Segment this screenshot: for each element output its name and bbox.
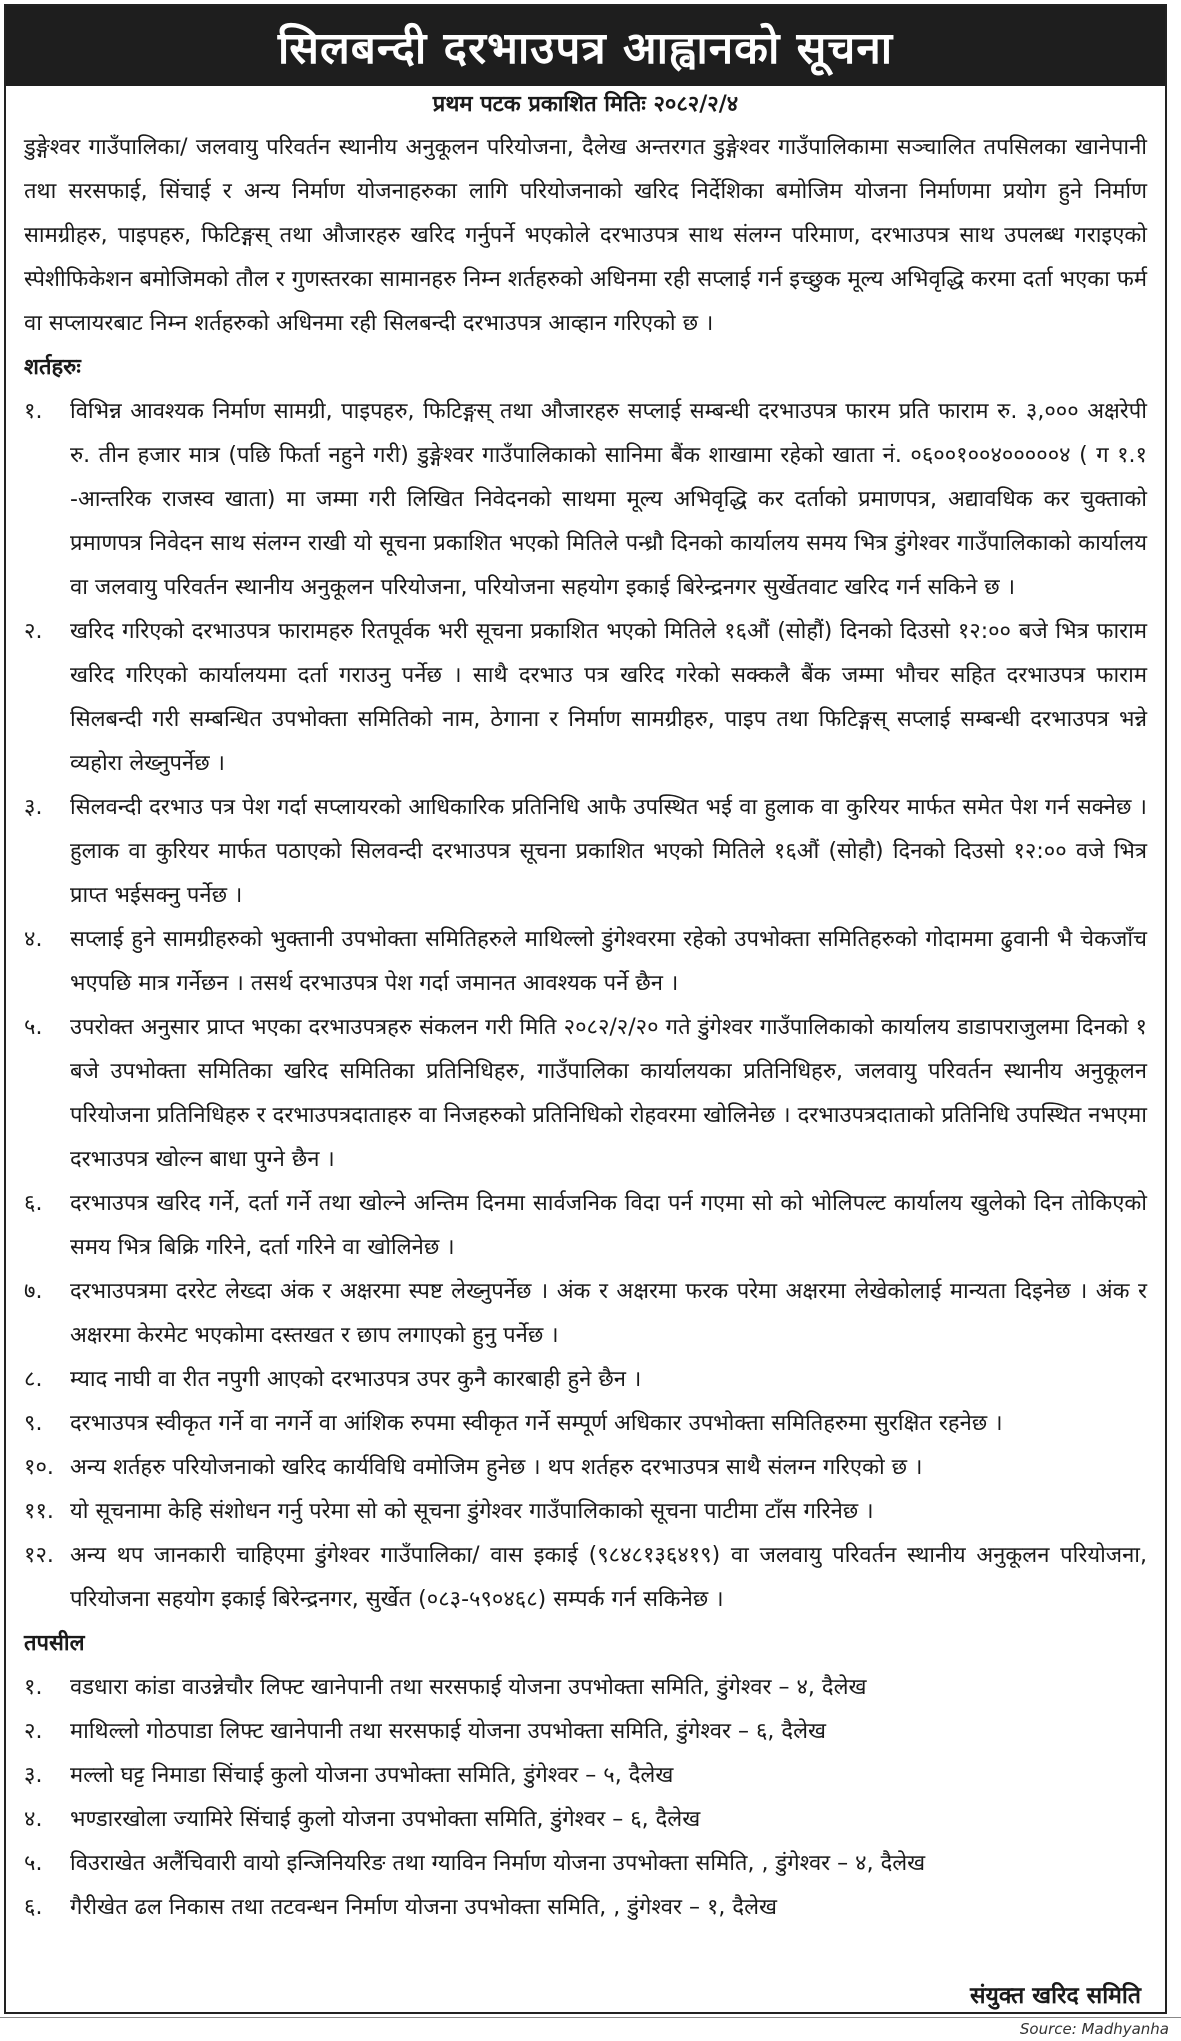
condition-item-number: ९. bbox=[24, 1411, 43, 1436]
notice-title: सिलबन्दी दरभाउपत्र आह्वानको सूचना bbox=[6, 6, 1165, 86]
condition-item bbox=[24, 390, 1147, 610]
signature: संयुक्त खरिद समिति bbox=[969, 1983, 1141, 2009]
condition-item-number: १२. bbox=[24, 1543, 54, 1568]
tapsil-item-text: भण्डारखोला ज्यामिरे सिंचाई कुलो योजना उपभोक्ता समिति, डुंगेश्वर – ६, दैलेख bbox=[70, 1807, 701, 1832]
tapsil-item bbox=[24, 1886, 1147, 1930]
condition-item-number: ३. bbox=[24, 795, 43, 820]
tapsil-item-number: ३. bbox=[24, 1763, 43, 1788]
condition-item bbox=[24, 1006, 1147, 1182]
tapsil-item bbox=[24, 1842, 1147, 1886]
condition-item-text: उपरोक्त अनुसार प्राप्त भएका दरभाउपत्रहरु संकलन गरी मिति २०८२/२/२० गते डुंगेश्वर गाउँपालिकाको कार्यालय डाडापराजुलमा दिनको १ बजे उपभोक्ता समितिका खरिद समितिका प्रतिनिधिहरु, गाउँपालिका कार्यालयका प्रतिनिधिहरु, जलवायु परिवर्तन स्थानीय अनुकूलन परियोजना प्रतिनिधिहरु र दरभाउपत्रदाताहरु वा निजहरुको प्रतिनिधिको रोहवरमा खोलिनेछ । दरभाउपत्रदाताको प्रतिनिधि उपस्थित नभएमा दरभाउपत्र खोल्न बाधा पुग्ने छैन । bbox=[70, 1015, 1147, 1172]
condition-item bbox=[24, 918, 1147, 1006]
condition-item bbox=[24, 1490, 1147, 1534]
condition-item bbox=[24, 1534, 1147, 1622]
tapsil-item-text: वडधारा कांडा वाउन्नेचौर लिफ्ट खानेपानी तथा सरसफाई योजना उपभोक्ता समिति, डुंगेश्वर – ४, दैलेख bbox=[70, 1675, 867, 1700]
tapsil-item-text: मल्लो घट्ट निमाडा सिंचाई कुलो योजना उपभोक्ता समिति, डुंगेश्वर – ५, दैलेख bbox=[70, 1763, 674, 1788]
tapsil-item-number: ५. bbox=[24, 1851, 43, 1876]
condition-item bbox=[24, 1270, 1147, 1358]
condition-item bbox=[24, 1402, 1147, 1446]
condition-item-number: ४. bbox=[24, 927, 43, 952]
condition-item bbox=[24, 1446, 1147, 1490]
condition-item-number: ५. bbox=[24, 1015, 43, 1040]
tapsil-item bbox=[24, 1710, 1147, 1754]
tapsil-item bbox=[24, 1798, 1147, 1842]
source-credit: Source: Madhyanha bbox=[1019, 2020, 1169, 2038]
condition-item-text: दरभाउपत्र खरिद गर्ने, दर्ता गर्ने तथा खोल्ने अन्तिम दिनमा सार्वजनिक विदा पर्न गएमा सो को भोलिपल्ट कार्यालय खुलेको दिन तोकिएको समय भित्र बिक्रि गरिने, दर्ता गरिने वा खोलिनेछ । bbox=[70, 1191, 1147, 1260]
bottom-divider bbox=[0, 2017, 1181, 2018]
tapsil-item bbox=[24, 1754, 1147, 1798]
condition-item-text: खरिद गरिएको दरभाउपत्र फारामहरु रितपूर्वक भरी सूचना प्रकाशित भएको मितिले १६औं (सोहौं) दिनको दिउसो १२:०० बजे भित्र फाराम खरिद गरिएको कार्यालयमा दर्ता गराउनु पर्नेछ । साथै दरभाउ पत्र खरिद गरेको सक्कलै बैंक जम्मा भौचर सहित दरभाउपत्र फाराम सिलबन्दी गरी सम्बन्धित उपभोक्ता समितिको नाम, ठेगाना र निर्माण सामग्रीहरु, पाइप तथा फिटिङ्गस् सप्लाई सम्बन्धी दरभाउपत्र भन्ने व्यहोरा लेख्नुपर्नेछ । bbox=[70, 619, 1147, 776]
condition-item bbox=[24, 610, 1147, 786]
condition-item-text: दरभाउपत्र स्वीकृत गर्ने वा नगर्ने वा आंशिक रुपमा स्वीकृत गर्ने सम्पूर्ण अधिकार उपभोक्ता समितिहरुमा सुरक्षित रहनेछ । bbox=[70, 1411, 1003, 1436]
condition-item bbox=[24, 1182, 1147, 1270]
condition-item-text: दरभाउपत्रमा दररेट लेख्दा अंक र अक्षरमा स्पष्ट लेख्नुपर्नेछ । अंक र अक्षरमा फरक परेमा अक्षरमा लेखेकोलाई मान्यता दिइनेछ । अंक र अक्षरमा केरमेट भएकोमा दस्तखत र छाप लगाएको हुनु पर्नेछ । bbox=[70, 1279, 1147, 1348]
condition-item-number: ६. bbox=[24, 1191, 43, 1216]
tapsil-item-text: माथिल्लो गोठपाडा लिफ्ट खानेपानी तथा सरसफाई योजना उपभोक्ता समिति, डुंगेश्वर – ६, दैलेख bbox=[70, 1719, 827, 1744]
condition-item-number: ११. bbox=[24, 1499, 54, 1524]
condition-item-text: म्याद नाघी वा रीत नपुगी आएको दरभाउपत्र उपर कुनै कारबाही हुने छैन । bbox=[70, 1367, 642, 1392]
conditions-heading: शर्तहरुः bbox=[24, 355, 81, 380]
condition-item-text: अन्य थप जानकारी चाहिएमा डुंगेश्वर गाउँपालिका/ वास इकाई (९८४८१३६४१९) वा जलवायु परिवर्तन स्थानीय अनुकूलन परियोजना, परियोजना सहयोग इकाई बिरेन्द्रनगर, सुर्खेत (०८३-५९०४६८) सम्पर्क गर्न सकिनेछ । bbox=[70, 1543, 1147, 1612]
condition-item-number: १. bbox=[24, 399, 43, 424]
notice-body bbox=[24, 126, 1147, 1930]
publish-date: प्रथम पटक प्रकाशित मितिः २०८२/२/४ bbox=[432, 92, 739, 117]
condition-item-text: सप्लाई हुने सामग्रीहरुको भुक्तानी उपभोक्ता समितिहरुले माथिल्लो डुंगेश्वरमा रहेको उपभोक्ता समितिहरुको गोदाममा ढुवानी भै चेकजाँच भएपछि मात्र गर्नेछन । तसर्थ दरभाउपत्र पेश गर्दा जमानत आवश्यक पर्ने छैन । bbox=[70, 927, 1147, 996]
condition-item-text: अन्य शर्तहरु परियोजनाको खरिद कार्यविधि वमोजिम हुनेछ । थप शर्तहरु दरभाउपत्र साथै संलग्न गरिएको छ । bbox=[70, 1455, 923, 1480]
condition-item bbox=[24, 786, 1147, 918]
condition-item-text: विभिन्न आवश्यक निर्माण सामग्री, पाइपहरु, फिटिङ्गस् तथा औजारहरु सप्लाई सम्बन्धी दरभाउपत्र फारम प्रति फाराम रु. ३,००० अक्षरेपी रु. तीन हजार मात्र (पछि फिर्ता नहुने गरी) डुङ्गेश्वर गाउँपालिकाको सानिमा बैंक शाखामा रहेको खाता नं. ०६००१००४०००००४ ( ग १.१ -आन्तरिक राजस्व खाता) मा जम्मा गरी लिखित निवेदनको साथमा मूल्य अभिवृद्धि कर दर्ताको प्रमाणपत्र, अद्यावधिक कर चुक्ताको प्रमाणपत्र निवेदन साथ संलग्न राखी यो सूचना प्रकाशित भएको मितिले पन्ध्रौ दिनको कार्यालय समय भित्र डुंगेश्वर गाउँपालिकाको कार्यालय वा जलवायु परिवर्तन स्थानीय अनुकूलन परियोजना, परियोजना सहयोग इकाई बिरेन्द्रनगर सुर्खेतवाट खरिद गर्न सकिने छ । bbox=[70, 399, 1147, 600]
intro-paragraph: डुङ्गेश्वर गाउँपालिका/ जलवायु परिवर्तन स्थानीय अनुकूलन परियोजना, दैलेख अन्तरगत डुङ्गेश्वर गाउँपालिकामा सञ्चालित तपसिलका खानेपानी तथा सरसफाई, सिंचाई र अन्य निर्माण योजनाहरुका लागि परियोजनाको खरिद निर्देशिका बमोजिम योजना निर्माणमा प्रयोग हुने निर्माण सामग्रीहरु, पाइपहरु, फिटिङ्गस् तथा औजारहरु खरिद गर्नुपर्ने भएकोले दरभाउपत्र साथ संलग्न परिमाण, दरभाउपत्र साथ उपलब्ध गराइएको स्पेशीफिकेशन बमोजिमको तौल र गुणस्तरका सामानहरु निम्न शर्तहरुको अधिनमा रही सप्लाई गर्न इच्छुक मूल्य अभिवृद्धि करमा दर्ता भएका फर्म वा सप्लायरबाट निम्न शर्तहरुको अधिनमा रही सिलबन्दी दरभाउपत्र आव्हान गरिएको छ । bbox=[24, 135, 1147, 336]
tapsil-item-number: १. bbox=[24, 1675, 43, 1700]
condition-item bbox=[24, 1358, 1147, 1402]
condition-item-number: २. bbox=[24, 619, 43, 644]
tapsil-item-text: विउराखेत अलैंचिवारी वायो इन्जिनियरिङ तथा ग्याविन निर्माण योजना उपभोक्ता समिति, , डुंगेश्वर – ४, दैलेख bbox=[70, 1851, 926, 1876]
condition-item-text: सिलवन्दी दरभाउ पत्र पेश गर्दा सप्लायरको आधिकारिक प्रतिनिधि आफै उपस्थित भई वा हुलाक वा कुरियर मार्फत समेत पेश गर्न सक्नेछ । हुलाक वा कुरियर मार्फत पठाएको सिलवन्दी दरभाउपत्र सूचना प्रकाशित भएको मितिले १६औं (सोहौ) दिनको दिउसो १२:०० वजे भित्र प्राप्त भईसक्नु पर्नेछ । bbox=[70, 795, 1147, 908]
tapsil-list bbox=[24, 1666, 1147, 1930]
tapsil-item-text: गैरीखेत ढल निकास तथा तटवन्धन निर्माण योजना उपभोक्ता समिति, , डुंगेश्वर – १, दैलेख bbox=[70, 1895, 778, 1920]
tapsil-item-number: ४. bbox=[24, 1807, 43, 1832]
condition-item-number: ८. bbox=[24, 1367, 43, 1392]
tapsil-item bbox=[24, 1666, 1147, 1710]
tapsil-item-number: २. bbox=[24, 1719, 43, 1744]
tapsil-item-number: ६. bbox=[24, 1895, 43, 1920]
conditions-list bbox=[24, 390, 1147, 1622]
tapsil-heading: तपसील bbox=[24, 1631, 85, 1656]
condition-item-text: यो सूचनामा केहि संशोधन गर्नु परेमा सो को सूचना डुंगेश्वर गाउँपालिकाको सूचना पाटीमा टाँस गरिनेछ । bbox=[70, 1499, 874, 1524]
notice-frame bbox=[4, 4, 1167, 2014]
condition-item-number: ७. bbox=[24, 1279, 43, 1304]
condition-item-number: १०. bbox=[24, 1455, 54, 1480]
